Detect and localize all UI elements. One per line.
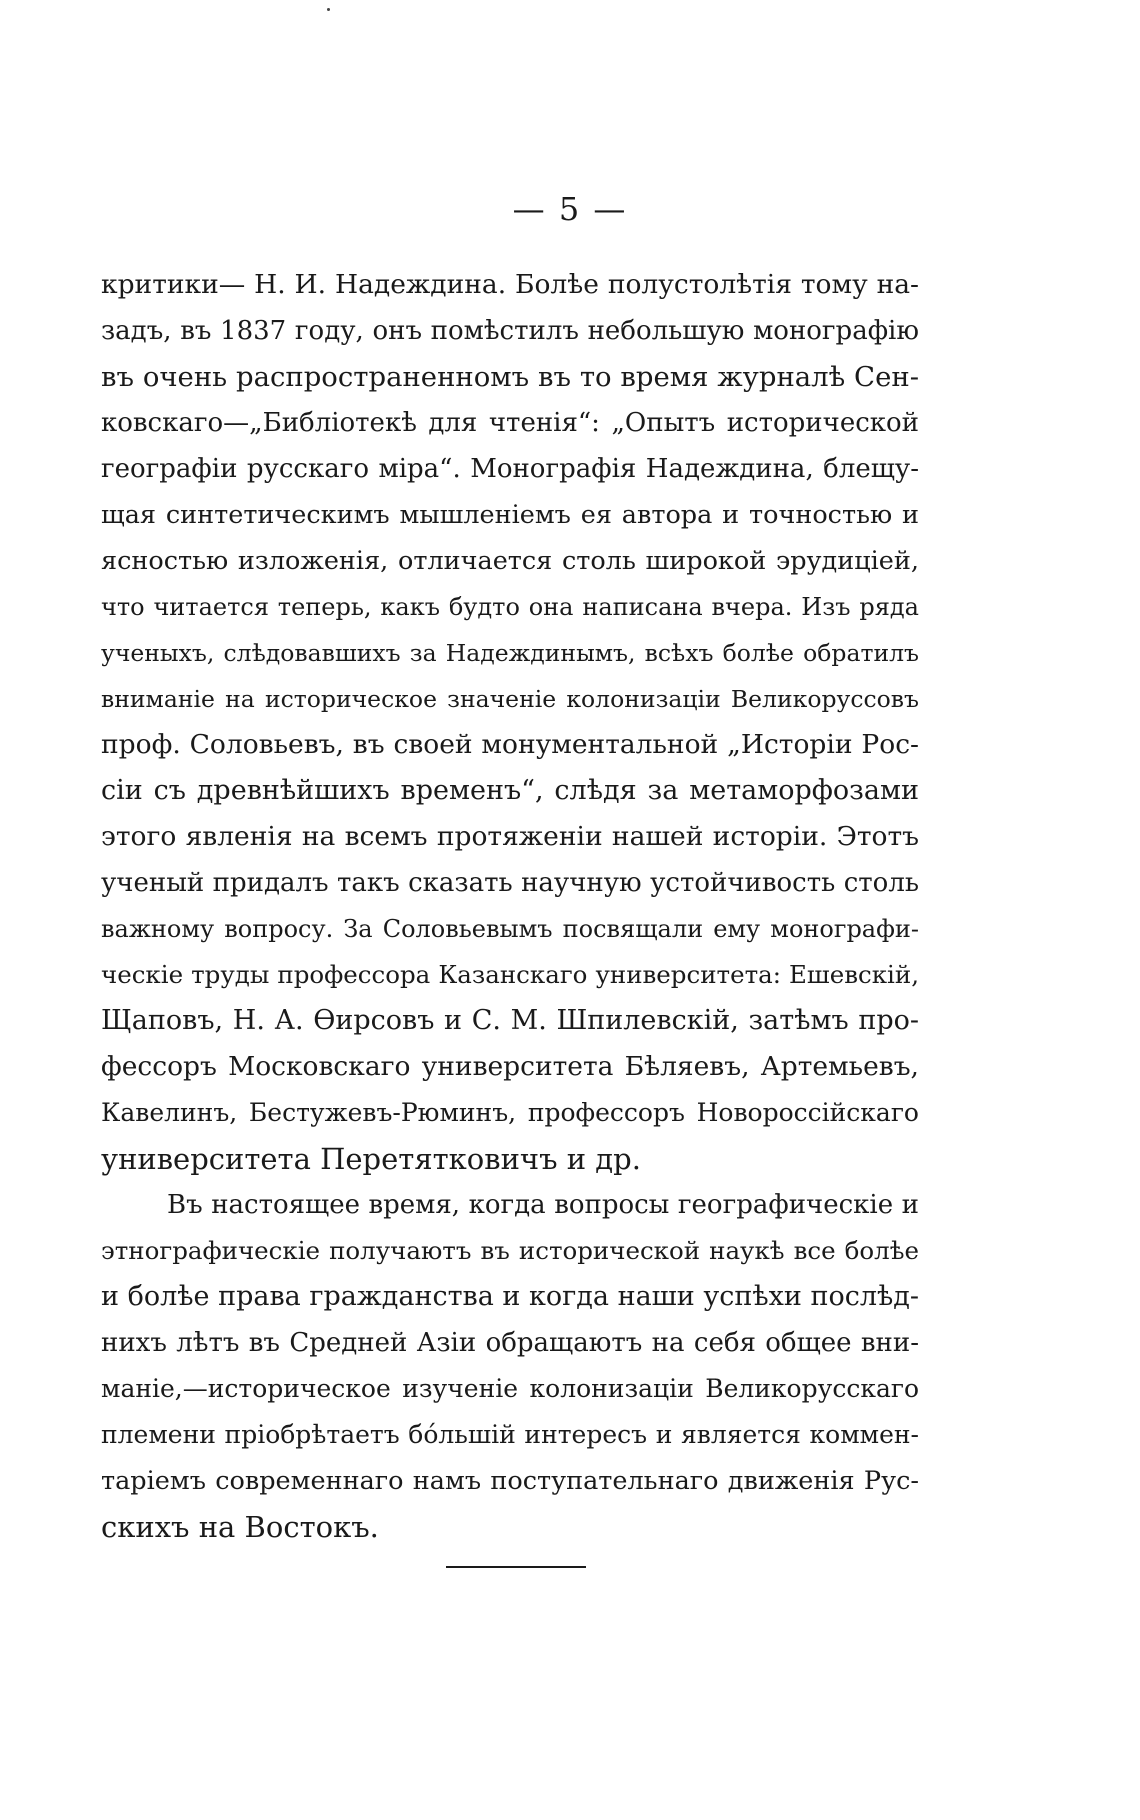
text-line: задъ, въ 1837 году, онъ помѣстилъ небольшую монографію [101, 316, 919, 346]
text-line: университета Перетятковичъ и др. [101, 1142, 641, 1176]
text-line: Кавелинъ, Бестужевъ-Рюминъ, профессоръ Новороссійскаго [101, 1098, 919, 1127]
text-line: критики— Н. И. Надеждина. Болѣе полустолѣтія тому на- [101, 269, 919, 300]
text-line: и болѣе права гражданства и когда наши успѣхи послѣд- [101, 1281, 919, 1312]
text-line: маніе,—историческое изученіе колонизаціи Великорусскаго [101, 1374, 919, 1403]
text-line: племени пріобрѣтаетъ бо́льшій интересъ и является коммен- [101, 1420, 919, 1449]
text-line: нихъ лѣтъ въ Средней Азіи обращаютъ на себя общее вни- [101, 1328, 919, 1358]
text-line: ковскаго—„Библіотекѣ для чтенія“: „Опытъ исторической [101, 408, 919, 438]
text-line: ученыхъ, слѣдовавшихъ за Надеждинымъ, всѣхъ болѣе обратилъ [101, 639, 919, 667]
text-line: таріемъ современнаго намъ поступательнаго движенія Рус- [101, 1466, 919, 1496]
text-line: ученый придалъ такъ сказать научную устойчивость столь [101, 868, 919, 898]
print-speck [327, 8, 330, 11]
text-line: ческіе труды профессора Казанскаго университета: Ешевскій, [101, 960, 919, 989]
text-line: географіи русскаго міра“. Монографія Надеждина, блещу- [101, 454, 919, 484]
text-line: Щаповъ, Н. А. Өирсовъ и С. М. Шпилевскій, затѣмъ про- [101, 1005, 919, 1036]
section-divider [446, 1566, 586, 1568]
text-line: Въ настоящее время, когда вопросы географическіе и [167, 1190, 919, 1220]
text-line: что читается теперь, какъ будто она написана вчера. Изъ ряда [101, 593, 919, 621]
text-line: этого явленія на всемъ протяженіи нашей исторіи. Этотъ [101, 821, 919, 852]
text-line: фессоръ Московскаго университета Бѣляевъ, Артемьевъ, [101, 1051, 919, 1082]
text-line: проф. Соловьевъ, въ своей монументальной „Исторіи Рос- [101, 729, 919, 760]
text-line: сіи съ древнѣйшихъ временъ“, слѣдя за метаморфозами [101, 775, 919, 806]
text-line: ясностью изложенія, отличается столь широкой эрудиціей, [101, 546, 919, 576]
page-number: — 5 — [512, 190, 628, 228]
text-line: скихъ на Востокъ. [101, 1510, 379, 1544]
text-line: важному вопросу. За Соловьевымъ посвящали ему монографи- [101, 915, 919, 943]
text-line: этнографическіе получаютъ въ исторической наукѣ все болѣе [101, 1236, 919, 1265]
text-line: вниманіе на историческое значеніе колонизаціи Великоруссовъ [101, 685, 919, 713]
text-line: въ очень распространенномъ въ то время журналѣ Сен- [101, 361, 919, 393]
text-line: щая синтетическимъ мышленіемъ ея автора и точностью и [101, 500, 919, 530]
body-text [101, 262, 919, 1550]
